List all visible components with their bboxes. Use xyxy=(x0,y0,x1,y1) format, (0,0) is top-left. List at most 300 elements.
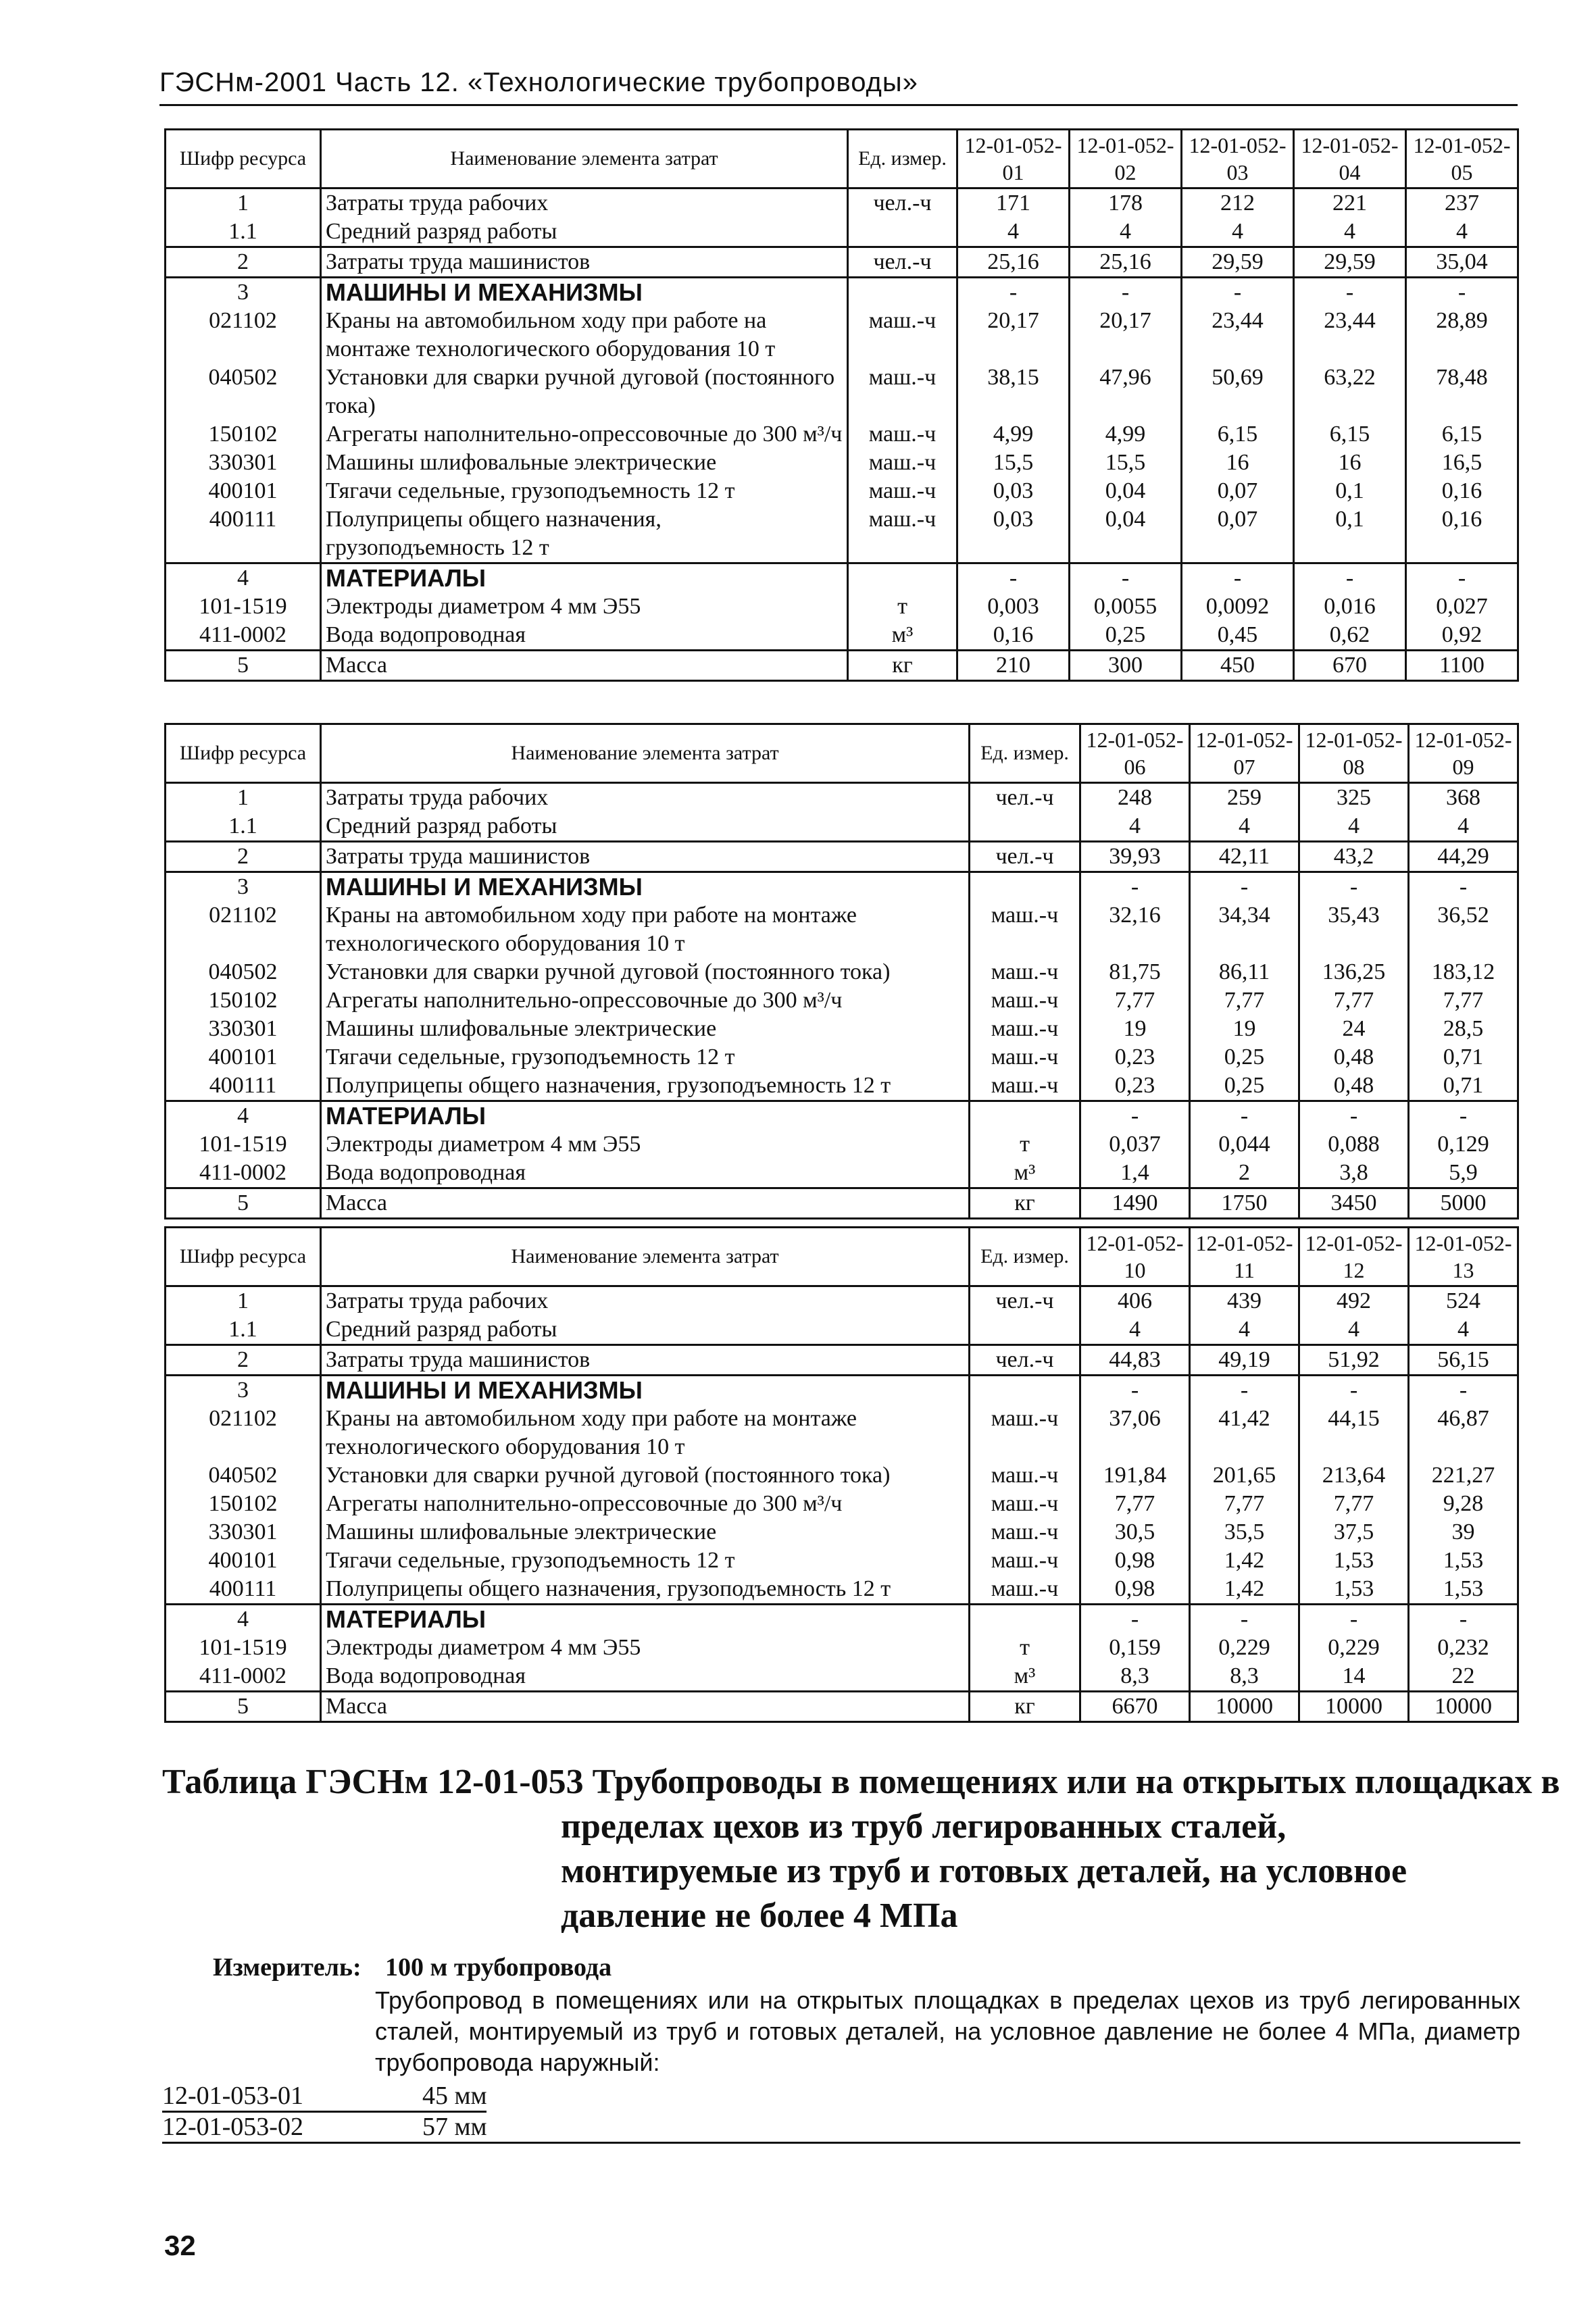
resource-name: Вода водопроводная xyxy=(321,621,848,651)
norm-value: 0,92 xyxy=(1406,621,1518,651)
table-header-row xyxy=(166,724,1518,783)
norm-value: 24 xyxy=(1299,1015,1409,1043)
norm-value: 136,25 xyxy=(1299,958,1409,986)
resource-unit: маш.-ч xyxy=(848,307,957,363)
norm-value: 7,77 xyxy=(1190,1490,1299,1518)
norm-value: 1,53 xyxy=(1409,1546,1518,1575)
resource-code: 4 xyxy=(166,563,321,593)
resource-row xyxy=(166,1546,1518,1575)
norm-value: 4 xyxy=(1409,1315,1518,1345)
header-norm: 12-01-052-02 xyxy=(1070,130,1182,188)
resource-name: Краны на автомобильном ходу при работе на монтаже технологического оборудования 10 т xyxy=(321,901,970,958)
table-title-continuation: пределах цехов из труб легированных сталей, монтируемые из труб и готовых деталей, на условное давление не более 4 МПа xyxy=(561,1807,1407,1935)
norm-value: - xyxy=(1182,563,1294,593)
norm-value: 86,11 xyxy=(1190,958,1299,986)
norm-value: 29,59 xyxy=(1182,247,1294,278)
running-title: ГЭСНм-2001 Часть 12. «Технологические трубопроводы» xyxy=(159,68,918,97)
resource-row xyxy=(166,477,1518,505)
resource-code: 021102 xyxy=(166,1405,321,1461)
norm-value: 36,52 xyxy=(1409,901,1518,958)
header-unit: Ед. измер. xyxy=(970,724,1080,783)
norm-value: 450 xyxy=(1182,651,1294,681)
norm-value: 1,4 xyxy=(1080,1159,1190,1188)
norm-value: 35,04 xyxy=(1406,247,1518,278)
norm-value: 5,9 xyxy=(1409,1159,1518,1188)
resource-unit: т xyxy=(848,593,957,621)
norm-value: 0,044 xyxy=(1190,1130,1299,1159)
norm-value: 5000 xyxy=(1409,1188,1518,1219)
table-title-line-1: Таблица ГЭСНм 12-01-053 Трубопроводы в помещениях или на открытых площадках в xyxy=(162,1763,1560,1801)
resource-code: 040502 xyxy=(166,958,321,986)
header-norm: 12-01-052-06 xyxy=(1080,724,1190,783)
resource-name: Краны на автомобильном ходу при работе на монтаже технологического оборудования 10 т xyxy=(321,1405,970,1461)
norm-value: 7,77 xyxy=(1299,986,1409,1015)
resource-code: 5 xyxy=(166,1188,321,1219)
resource-row xyxy=(166,1461,1518,1490)
norm-value: 213,64 xyxy=(1299,1461,1409,1490)
norm-value: 7,77 xyxy=(1299,1490,1409,1518)
resource-code: 5 xyxy=(166,1692,321,1722)
resource-row xyxy=(166,505,1518,563)
resource-code: 021102 xyxy=(166,901,321,958)
norm-value: 37,5 xyxy=(1299,1518,1409,1546)
norm-value: 3450 xyxy=(1299,1188,1409,1219)
resource-row xyxy=(166,1518,1518,1546)
norm-value: - xyxy=(1409,1101,1518,1131)
norm-value: 4 xyxy=(1299,812,1409,842)
resource-name: Затраты труда машинистов xyxy=(321,247,848,278)
norm-value: 38,15 xyxy=(957,363,1070,420)
norm-value: - xyxy=(1409,1376,1518,1405)
resource-name: Тягачи седельные, грузоподъемность 12 т xyxy=(321,1043,970,1072)
norm-value: - xyxy=(1294,563,1406,593)
norm-value: - xyxy=(957,278,1070,307)
resource-code: 400111 xyxy=(166,505,321,563)
resource-unit: кг xyxy=(970,1692,1080,1722)
norm-value: 30,5 xyxy=(1080,1518,1190,1546)
resource-code: 1.1 xyxy=(166,1315,321,1345)
resource-table-052-01-05 xyxy=(164,128,1519,682)
measure-label: Измеритель: xyxy=(213,1953,361,1982)
resource-unit: маш.-ч xyxy=(970,986,1080,1015)
norm-value: 492 xyxy=(1299,1286,1409,1316)
norm-value: - xyxy=(1406,278,1518,307)
resource-name: Средний разряд работы xyxy=(321,218,848,247)
norm-value: 1,53 xyxy=(1299,1575,1409,1605)
norm-value: 44,83 xyxy=(1080,1345,1190,1376)
resource-name: Затраты труда машинистов xyxy=(321,842,970,872)
header-norm: 12-01-052-05 xyxy=(1406,130,1518,188)
resource-unit: чел.-ч xyxy=(848,247,957,278)
header-rule xyxy=(159,104,1518,106)
norm-value: 183,12 xyxy=(1409,958,1518,986)
resource-name: Средний разряд работы xyxy=(321,1315,970,1345)
norm-value: 2 xyxy=(1190,1159,1299,1188)
resource-row xyxy=(166,1345,1518,1376)
resource-row xyxy=(166,449,1518,477)
norm-value: 42,11 xyxy=(1190,842,1299,872)
resource-code: 021102 xyxy=(166,307,321,363)
section-row xyxy=(166,1605,1518,1634)
resource-row xyxy=(166,621,1518,651)
header-name: Наименование элемента затрат xyxy=(321,1228,970,1286)
norm-value: 0,159 xyxy=(1080,1634,1190,1662)
position-value: 45 мм xyxy=(422,2082,487,2110)
resource-name: Краны на автомобильном ходу при работе на монтаже технологического оборудования 10 т xyxy=(321,307,848,363)
resource-unit: маш.-ч xyxy=(970,1461,1080,1490)
norm-value: 4 xyxy=(1182,218,1294,247)
norm-value: 1,42 xyxy=(1190,1546,1299,1575)
section-row xyxy=(166,872,1518,902)
resource-code: 400111 xyxy=(166,1575,321,1605)
header-norm: 12-01-052-12 xyxy=(1299,1228,1409,1286)
header-name: Наименование элемента затрат xyxy=(321,724,970,783)
norm-value: - xyxy=(1080,1376,1190,1405)
header-norm: 12-01-052-04 xyxy=(1294,130,1406,188)
norm-value: 0,129 xyxy=(1409,1130,1518,1159)
resource-row xyxy=(166,1072,1518,1101)
header-norm: 12-01-052-03 xyxy=(1182,130,1294,188)
resource-unit: кг xyxy=(848,651,957,681)
resource-name: Агрегаты наполнительно-опрессовочные до 300 м³/ч xyxy=(321,1490,970,1518)
resource-row xyxy=(166,1634,1518,1662)
resource-row xyxy=(166,986,1518,1015)
resource-unit: маш.-ч xyxy=(970,901,1080,958)
resource-name: Установки для сварки ручной дуговой (постоянного тока) xyxy=(321,958,970,986)
norm-value: 1,53 xyxy=(1299,1546,1409,1575)
resource-row xyxy=(166,593,1518,621)
resource-code: 150102 xyxy=(166,1490,321,1518)
resource-name: Затраты труда рабочих xyxy=(321,783,970,813)
resource-unit: маш.-ч xyxy=(848,363,957,420)
norm-value: 0,016 xyxy=(1294,593,1406,621)
norm-value: 20,17 xyxy=(1070,307,1182,363)
norm-value: 25,16 xyxy=(1070,247,1182,278)
resource-name: Вода водопроводная xyxy=(321,1159,970,1188)
norm-value: 0,04 xyxy=(1070,505,1182,563)
norm-value: 221,27 xyxy=(1409,1461,1518,1490)
resource-code: 1 xyxy=(166,1286,321,1316)
header-norm: 12-01-052-08 xyxy=(1299,724,1409,783)
resource-row xyxy=(166,1405,1518,1461)
resource-code: 040502 xyxy=(166,1461,321,1490)
resource-code: 330301 xyxy=(166,1518,321,1546)
resource-code: 040502 xyxy=(166,363,321,420)
norm-value: 1,53 xyxy=(1409,1575,1518,1605)
resource-row xyxy=(166,1286,1518,1316)
resource-row xyxy=(166,1662,1518,1692)
norm-value: 39,93 xyxy=(1080,842,1190,872)
norm-value: 0,07 xyxy=(1182,477,1294,505)
header-norm: 12-01-052-11 xyxy=(1190,1228,1299,1286)
norm-value: 0,45 xyxy=(1182,621,1294,651)
norm-value: 0,16 xyxy=(1406,477,1518,505)
resource-unit: чел.-ч xyxy=(848,188,957,218)
resource-unit: маш.-ч xyxy=(848,420,957,449)
resource-name: МАШИНЫ И МЕХАНИЗМЫ xyxy=(321,872,970,902)
resource-table-052-06-09 xyxy=(164,723,1519,1219)
norm-value: 0,98 xyxy=(1080,1546,1190,1575)
norm-value: 0,25 xyxy=(1190,1072,1299,1101)
resource-code: 400101 xyxy=(166,1546,321,1575)
resource-table-052-10-13 xyxy=(164,1226,1519,1723)
resource-code: 330301 xyxy=(166,1015,321,1043)
norm-value: 50,69 xyxy=(1182,363,1294,420)
resource-row xyxy=(166,1188,1518,1219)
norm-value: 0,25 xyxy=(1190,1043,1299,1072)
norm-value: 51,92 xyxy=(1299,1345,1409,1376)
resource-unit xyxy=(970,812,1080,842)
resource-unit: маш.-ч xyxy=(970,1546,1080,1575)
header-unit: Ед. измер. xyxy=(970,1228,1080,1286)
resource-row xyxy=(166,188,1518,218)
norm-value: 63,22 xyxy=(1294,363,1406,420)
norm-value: 248 xyxy=(1080,783,1190,813)
header-unit: Ед. измер. xyxy=(848,130,957,188)
norm-value: - xyxy=(1190,872,1299,902)
norm-value: 0,0055 xyxy=(1070,593,1182,621)
norm-value: 259 xyxy=(1190,783,1299,813)
resource-row xyxy=(166,1315,1518,1345)
norm-value: 3,8 xyxy=(1299,1159,1409,1188)
resource-row xyxy=(166,958,1518,986)
resource-code: 400101 xyxy=(166,1043,321,1072)
norm-value: 0,23 xyxy=(1080,1043,1190,1072)
norm-value: 4 xyxy=(1406,218,1518,247)
position-code: 12-01-053-02 xyxy=(162,2113,303,2141)
norm-value: 7,77 xyxy=(1409,986,1518,1015)
norm-value: 439 xyxy=(1190,1286,1299,1316)
resource-row xyxy=(166,1490,1518,1518)
norm-value: 1490 xyxy=(1080,1188,1190,1219)
resource-unit: чел.-ч xyxy=(970,1286,1080,1316)
norm-value: 0,71 xyxy=(1409,1043,1518,1072)
norm-value: - xyxy=(1080,1101,1190,1131)
resource-name: Полуприцепы общего назначения, грузоподъемность 12 т xyxy=(321,1072,970,1101)
norm-value: 6670 xyxy=(1080,1692,1190,1722)
resource-name: Электроды диаметром 4 мм Э55 xyxy=(321,593,848,621)
norm-value: 0,027 xyxy=(1406,593,1518,621)
position-value: 57 мм xyxy=(422,2113,487,2141)
resource-code: 5 xyxy=(166,651,321,681)
resource-name: Тягачи седельные, грузоподъемность 12 т xyxy=(321,1546,970,1575)
norm-value: 16,5 xyxy=(1406,449,1518,477)
norm-value: - xyxy=(957,563,1070,593)
norm-value: 178 xyxy=(1070,188,1182,218)
resource-unit xyxy=(970,872,1080,902)
norm-value: - xyxy=(1080,872,1190,902)
norm-value: 47,96 xyxy=(1070,363,1182,420)
norm-value: 4 xyxy=(1070,218,1182,247)
norm-value: 44,29 xyxy=(1409,842,1518,872)
norm-value: 1100 xyxy=(1406,651,1518,681)
resource-code: 1.1 xyxy=(166,218,321,247)
resource-code: 3 xyxy=(166,1376,321,1405)
norm-value: 0,1 xyxy=(1294,505,1406,563)
resource-name: Вода водопроводная xyxy=(321,1662,970,1692)
resource-unit xyxy=(848,278,957,307)
norm-value: 78,48 xyxy=(1406,363,1518,420)
norm-value: 0,98 xyxy=(1080,1575,1190,1605)
norm-value: 6,15 xyxy=(1406,420,1518,449)
norm-value: 0,037 xyxy=(1080,1130,1190,1159)
norm-value: - xyxy=(1406,563,1518,593)
norm-value: 29,59 xyxy=(1294,247,1406,278)
norm-value: 10000 xyxy=(1190,1692,1299,1722)
resource-code: 1.1 xyxy=(166,812,321,842)
resource-code: 2 xyxy=(166,247,321,278)
resource-code: 4 xyxy=(166,1605,321,1634)
norm-value: 171 xyxy=(957,188,1070,218)
resource-row xyxy=(166,1130,1518,1159)
header-norm: 12-01-052-01 xyxy=(957,130,1070,188)
norm-value: 0,229 xyxy=(1299,1634,1409,1662)
norm-value: - xyxy=(1299,1605,1409,1634)
resource-code: 150102 xyxy=(166,986,321,1015)
norm-value: 4 xyxy=(1080,1315,1190,1345)
norm-value: 41,42 xyxy=(1190,1405,1299,1461)
norm-value: 6,15 xyxy=(1294,420,1406,449)
resource-name: Электроды диаметром 4 мм Э55 xyxy=(321,1634,970,1662)
resource-unit: маш.-ч xyxy=(848,449,957,477)
resource-unit: м³ xyxy=(848,621,957,651)
norm-value: 4,99 xyxy=(957,420,1070,449)
norm-value: - xyxy=(1190,1101,1299,1131)
resource-name: Полуприцепы общего назначения, грузоподъемность 12 т xyxy=(321,1575,970,1605)
norm-value: 0,16 xyxy=(957,621,1070,651)
resource-name: Установки для сварки ручной дуговой (постоянного тока) xyxy=(321,363,848,420)
header-code: Шифр ресурса xyxy=(166,1228,321,1286)
resource-row xyxy=(166,812,1518,842)
resource-name: Тягачи седельные, грузоподъемность 12 т xyxy=(321,477,848,505)
resource-name: МАШИНЫ И МЕХАНИЗМЫ xyxy=(321,278,848,307)
resource-code: 411-0002 xyxy=(166,1662,321,1692)
norm-value: 34,34 xyxy=(1190,901,1299,958)
resource-row xyxy=(166,1159,1518,1188)
norm-value: - xyxy=(1080,1605,1190,1634)
resource-unit: маш.-ч xyxy=(848,505,957,563)
norm-value: 7,77 xyxy=(1080,1490,1190,1518)
norm-value: 368 xyxy=(1409,783,1518,813)
norm-value: 4 xyxy=(1190,1315,1299,1345)
norm-value: 9,28 xyxy=(1409,1490,1518,1518)
resource-code: 4 xyxy=(166,1101,321,1131)
section-row xyxy=(166,1101,1518,1131)
norm-value: 35,5 xyxy=(1190,1518,1299,1546)
resource-unit: маш.-ч xyxy=(970,1015,1080,1043)
norm-value: 406 xyxy=(1080,1286,1190,1316)
resource-row xyxy=(166,651,1518,681)
resource-name: МАШИНЫ И МЕХАНИЗМЫ xyxy=(321,1376,970,1405)
resource-name: Машины шлифовальные электрические xyxy=(321,1015,970,1043)
resource-unit: маш.-ч xyxy=(970,1072,1080,1101)
resource-unit xyxy=(848,218,957,247)
resource-code: 411-0002 xyxy=(166,621,321,651)
resource-name: Масса xyxy=(321,1692,970,1722)
resource-name: Затраты труда рабочих xyxy=(321,188,848,218)
norm-value: 237 xyxy=(1406,188,1518,218)
resource-unit: маш.-ч xyxy=(970,1490,1080,1518)
norm-value: 524 xyxy=(1409,1286,1518,1316)
resource-unit xyxy=(848,563,957,593)
norm-value: 6,15 xyxy=(1182,420,1294,449)
norm-value: - xyxy=(1299,872,1409,902)
position-code: 12-01-053-01 xyxy=(162,2082,303,2110)
resource-name: Электроды диаметром 4 мм Э55 xyxy=(321,1130,970,1159)
resource-unit: кг xyxy=(970,1188,1080,1219)
resource-name: Масса xyxy=(321,1188,970,1219)
resource-code: 2 xyxy=(166,1345,321,1376)
resource-name: Агрегаты наполнительно-опрессовочные до 300 м³/ч xyxy=(321,420,848,449)
norm-value: 0,25 xyxy=(1070,621,1182,651)
resource-row xyxy=(166,1692,1518,1722)
norm-value: 4 xyxy=(1080,812,1190,842)
norm-value: - xyxy=(1299,1376,1409,1405)
header-norm: 12-01-052-09 xyxy=(1409,724,1518,783)
resource-unit: маш.-ч xyxy=(970,1043,1080,1072)
resource-name: МАТЕРИАЛЫ xyxy=(321,1605,970,1634)
norm-value: 8,3 xyxy=(1190,1662,1299,1692)
page-number: 32 xyxy=(164,2230,196,2261)
resource-unit: маш.-ч xyxy=(970,1405,1080,1461)
norm-value: 28,5 xyxy=(1409,1015,1518,1043)
header-norm: 12-01-052-13 xyxy=(1409,1228,1518,1286)
resource-row xyxy=(166,420,1518,449)
header-norm: 12-01-052-07 xyxy=(1190,724,1299,783)
norm-value: 28,89 xyxy=(1406,307,1518,363)
bottom-rule xyxy=(162,2142,1520,2144)
norm-value: 0,48 xyxy=(1299,1043,1409,1072)
norm-value: - xyxy=(1070,278,1182,307)
norm-value: 0,04 xyxy=(1070,477,1182,505)
norm-value: 0,229 xyxy=(1190,1634,1299,1662)
resource-unit: чел.-ч xyxy=(970,1345,1080,1376)
norm-value: 0,07 xyxy=(1182,505,1294,563)
resource-code: 411-0002 xyxy=(166,1159,321,1188)
resource-unit xyxy=(970,1101,1080,1131)
norm-value: - xyxy=(1409,1605,1518,1634)
resource-row xyxy=(166,783,1518,813)
resource-name: Затраты труда рабочих xyxy=(321,1286,970,1316)
norm-value: 210 xyxy=(957,651,1070,681)
norm-value: 201,65 xyxy=(1190,1461,1299,1490)
resource-name: Агрегаты наполнительно-опрессовочные до 300 м³/ч xyxy=(321,986,970,1015)
norm-value: 0,48 xyxy=(1299,1072,1409,1101)
norm-value: 16 xyxy=(1182,449,1294,477)
norm-value: 300 xyxy=(1070,651,1182,681)
norm-value: - xyxy=(1299,1101,1409,1131)
norm-value: - xyxy=(1294,278,1406,307)
resource-unit: маш.-ч xyxy=(970,958,1080,986)
norm-value: 0,62 xyxy=(1294,621,1406,651)
table-header-row xyxy=(166,1228,1518,1286)
resource-row xyxy=(166,1015,1518,1043)
norm-value: 22 xyxy=(1409,1662,1518,1692)
norm-value: 7,77 xyxy=(1190,986,1299,1015)
measure-value: 100 м трубопровода xyxy=(385,1953,612,1982)
norm-value: 670 xyxy=(1294,651,1406,681)
norm-value: 37,06 xyxy=(1080,1405,1190,1461)
norm-value: 4 xyxy=(1190,812,1299,842)
resource-unit: м³ xyxy=(970,1662,1080,1692)
resource-row xyxy=(166,247,1518,278)
resource-name: Полуприцепы общего назначения, грузоподъемность 12 т xyxy=(321,505,848,563)
section-row xyxy=(166,1376,1518,1405)
resource-unit xyxy=(970,1315,1080,1345)
norm-value: 39 xyxy=(1409,1518,1518,1546)
norm-value: - xyxy=(1190,1605,1299,1634)
resource-name: Установки для сварки ручной дуговой (постоянного тока) xyxy=(321,1461,970,1490)
